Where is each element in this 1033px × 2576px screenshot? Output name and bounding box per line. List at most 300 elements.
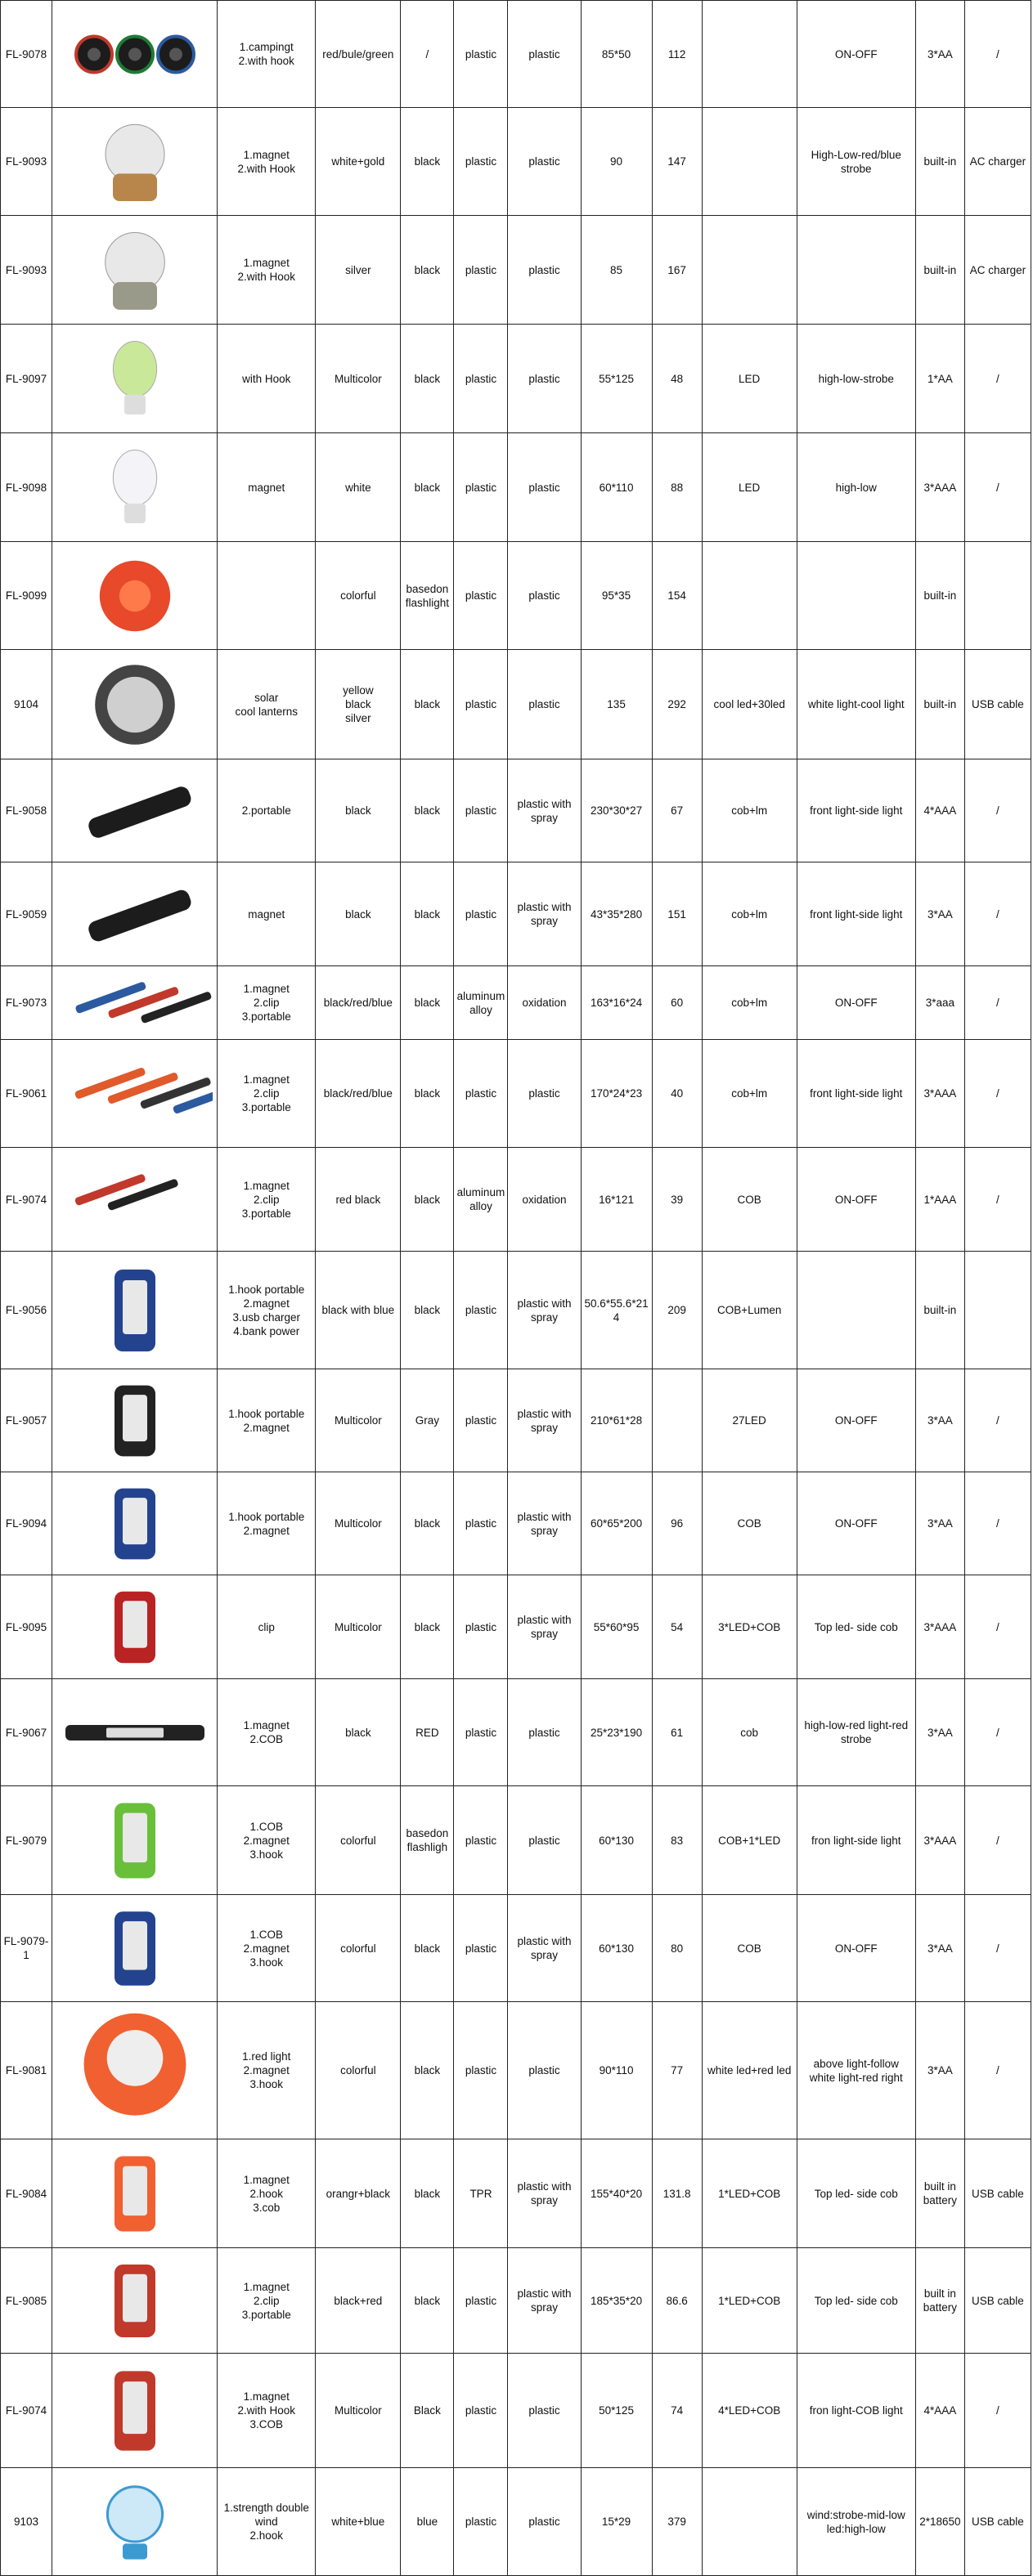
material-cell: aluminum alloy	[454, 966, 508, 1040]
packing-color-cell: Black	[401, 2354, 454, 2468]
model-cell: FL-9093	[1, 216, 52, 325]
battery-cell: built in battery	[915, 2139, 964, 2248]
charger-cell: /	[964, 1148, 1031, 1252]
material-cell: plastic	[454, 325, 508, 433]
material-cell: plastic	[454, 2468, 508, 2576]
color-cell: colorful	[316, 542, 401, 650]
model-cell: FL-9094	[1, 1472, 52, 1575]
color-cell: black/red/blue	[316, 1040, 401, 1148]
model-cell: 9104	[1, 650, 52, 759]
battery-cell: built-in	[915, 216, 964, 325]
light-source-cell: 27LED	[702, 1369, 797, 1472]
finish-cell: plastic with spray	[508, 1369, 581, 1472]
finish-cell: plastic	[508, 325, 581, 433]
finish-cell: plastic	[508, 108, 581, 216]
charger-cell	[964, 542, 1031, 650]
weight-cell: 39	[652, 1148, 702, 1252]
charger-cell: /	[964, 1786, 1031, 1895]
weight-cell: 167	[652, 216, 702, 325]
packing-color-cell: blue	[401, 2468, 454, 2576]
features-cell: magnet	[218, 862, 316, 966]
size-cell: 50.6*55.6*214	[581, 1252, 652, 1369]
two-cob-work-lights-icon	[55, 2359, 214, 2463]
table-row	[1, 1895, 1031, 2002]
battery-cell: 4*AAA	[915, 759, 964, 862]
finish-cell: plastic with spray	[508, 862, 581, 966]
features-cell: 1.magnet 2.clip 3.portable	[218, 966, 316, 1040]
bulb-light-green-icon	[55, 329, 214, 428]
size-cell: 55*125	[581, 325, 652, 433]
material-cell: plastic	[454, 1786, 508, 1895]
weight-cell: 61	[652, 1679, 702, 1786]
weight-cell: 112	[652, 1, 702, 108]
light-source-cell: cob+lm	[702, 966, 797, 1040]
finish-cell: plastic	[508, 2002, 581, 2139]
features-cell: 1.hook portable 2.magnet	[218, 1472, 316, 1575]
weight-cell: 154	[652, 542, 702, 650]
model-cell: FL-9067	[1, 1679, 52, 1786]
three-pen-lights-icon	[55, 971, 214, 1035]
work-light-red-icon	[55, 1580, 214, 1674]
modes-cell: ON-OFF	[797, 1895, 915, 2002]
size-cell: 85*50	[581, 1, 652, 108]
table-row	[1, 1786, 1031, 1895]
features-cell: 1.COB 2.magnet 3.hook	[218, 1895, 316, 2002]
packing-color-cell: basedon flashlight	[401, 542, 454, 650]
product-rows	[1, 1, 1031, 2576]
table-row	[1, 2002, 1031, 2139]
features-cell: 1.magnet 2.clip 3.portable	[218, 1148, 316, 1252]
table-row	[1, 542, 1031, 650]
product-image	[52, 1148, 218, 1252]
light-source-cell: COB+Lumen	[702, 1252, 797, 1369]
packing-color-cell: Gray	[401, 1369, 454, 1472]
material-cell: plastic	[454, 1252, 508, 1369]
features-cell: solar cool lanterns	[218, 650, 316, 759]
packing-color-cell: black	[401, 1252, 454, 1369]
weight-cell: 80	[652, 1895, 702, 2002]
packing-color-cell: black	[401, 2002, 454, 2139]
material-cell: TPR	[454, 2139, 508, 2248]
packing-color-cell: black	[401, 1575, 454, 1679]
material-cell: plastic	[454, 2248, 508, 2354]
solar-cool-lantern-icon	[55, 655, 214, 755]
material-cell: plastic	[454, 542, 508, 650]
light-source-cell	[702, 542, 797, 650]
slim-bar-light-icon	[55, 1684, 214, 1781]
charger-cell: /	[964, 1369, 1031, 1472]
light-source-cell: 4*LED+COB	[702, 2354, 797, 2468]
features-cell: 1.magnet 2.COB	[218, 1679, 316, 1786]
charger-cell: /	[964, 1040, 1031, 1148]
charger-cell: USB cable	[964, 2139, 1031, 2248]
battery-cell: 1*AAA	[915, 1148, 964, 1252]
weight-cell: 54	[652, 1575, 702, 1679]
table-row	[1, 216, 1031, 325]
finish-cell: oxidation	[508, 1148, 581, 1252]
table-row	[1, 2248, 1031, 2354]
globe-lantern-silver-icon	[55, 221, 214, 320]
color-cell: black/red/blue	[316, 966, 401, 1040]
product-image	[52, 1895, 218, 2002]
size-cell: 60*110	[581, 433, 652, 542]
packing-color-cell: black	[401, 1895, 454, 2002]
black-cob-torch-short-icon	[55, 867, 214, 961]
model-cell: FL-9079	[1, 1786, 52, 1895]
size-cell: 25*23*190	[581, 1679, 652, 1786]
packing-color-cell: black	[401, 862, 454, 966]
finish-cell: plastic	[508, 1679, 581, 1786]
packing-color-cell: black	[401, 759, 454, 862]
material-cell: plastic	[454, 862, 508, 966]
packing-color-cell: black	[401, 2248, 454, 2354]
table-row	[1, 1, 1031, 108]
finish-cell: plastic with spray	[508, 2139, 581, 2248]
charger-cell: /	[964, 1679, 1031, 1786]
light-source-cell: 1*LED+COB	[702, 2248, 797, 2354]
weight-cell: 77	[652, 2002, 702, 2139]
weight-cell: 83	[652, 1786, 702, 1895]
charger-cell: /	[964, 966, 1031, 1040]
modes-cell: ON-OFF	[797, 1, 915, 108]
features-cell: 1.magnet 2.clip 3.portable	[218, 1040, 316, 1148]
light-source-cell: cob+lm	[702, 862, 797, 966]
battery-cell: built-in	[915, 1252, 964, 1369]
bulb-light-white-icon	[55, 438, 214, 537]
table-row	[1, 1040, 1031, 1148]
charger-cell: USB cable	[964, 650, 1031, 759]
battery-cell: 3*aaa	[915, 966, 964, 1040]
features-cell	[218, 542, 316, 650]
charger-cell: /	[964, 2002, 1031, 2139]
size-cell: 55*60*95	[581, 1575, 652, 1679]
packing-color-cell: RED	[401, 1679, 454, 1786]
model-cell: FL-9097	[1, 325, 52, 433]
model-cell: FL-9057	[1, 1369, 52, 1472]
material-cell: plastic	[454, 1472, 508, 1575]
features-cell: 1.magnet 2.with Hook	[218, 216, 316, 325]
hook-work-light-blue-icon	[55, 1257, 214, 1364]
material-cell: plastic	[454, 1040, 508, 1148]
product-image	[52, 1472, 218, 1575]
black-cob-torch-icon	[55, 764, 214, 858]
features-cell: 1.strength double wind 2.hook	[218, 2468, 316, 2576]
features-cell: 1.red light 2.magnet 3.hook	[218, 2002, 316, 2139]
modes-cell: ON-OFF	[797, 1369, 915, 1472]
charger-cell: /	[964, 759, 1031, 862]
packing-color-cell: black	[401, 1040, 454, 1148]
modes-cell: high-low-strobe	[797, 325, 915, 433]
orange-hook-light-icon	[55, 2144, 214, 2243]
model-cell: FL-9073	[1, 966, 52, 1040]
battery-cell: 3*AAA	[915, 1575, 964, 1679]
light-source-cell: LED	[702, 433, 797, 542]
four-pen-lights-icon	[55, 1045, 214, 1143]
material-cell: plastic	[454, 1575, 508, 1679]
modes-cell: Top led- side cob	[797, 2248, 915, 2354]
modes-cell: white light-cool light	[797, 650, 915, 759]
weight-cell: 209	[652, 1252, 702, 1369]
weight-cell: 48	[652, 325, 702, 433]
modes-cell: front light-side light	[797, 759, 915, 862]
table-row	[1, 1148, 1031, 1252]
packing-color-cell: black	[401, 2139, 454, 2248]
size-cell: 163*16*24	[581, 966, 652, 1040]
model-cell: FL-9061	[1, 1040, 52, 1148]
modes-cell	[797, 1252, 915, 1369]
material-cell: plastic	[454, 650, 508, 759]
size-cell: 85	[581, 216, 652, 325]
charger-cell: USB cable	[964, 2468, 1031, 2576]
size-cell: 60*65*200	[581, 1472, 652, 1575]
features-cell: 1.magnet 2.with Hook	[218, 108, 316, 216]
battery-cell: 3*AA	[915, 1679, 964, 1786]
light-source-cell: white led+red led	[702, 2002, 797, 2139]
product-image	[52, 2468, 218, 2576]
model-cell: FL-9085	[1, 2248, 52, 2354]
features-cell: clip	[218, 1575, 316, 1679]
modes-cell: Top led- side cob	[797, 2139, 915, 2248]
color-cell: Multicolor	[316, 1369, 401, 1472]
weight-cell: 60	[652, 966, 702, 1040]
table-row	[1, 1252, 1031, 1369]
color-cell: colorful	[316, 2002, 401, 2139]
color-cell: white+blue	[316, 2468, 401, 2576]
light-source-cell: COB	[702, 1895, 797, 2002]
color-cell: black+red	[316, 2248, 401, 2354]
light-source-cell	[702, 2468, 797, 2576]
charger-cell: AC charger	[964, 216, 1031, 325]
finish-cell: plastic	[508, 1786, 581, 1895]
modes-cell	[797, 542, 915, 650]
light-source-cell: cob+lm	[702, 1040, 797, 1148]
charger-cell: /	[964, 862, 1031, 966]
product-image	[52, 966, 218, 1040]
battery-cell: 3*AA	[915, 1472, 964, 1575]
material-cell: plastic	[454, 1679, 508, 1786]
size-cell: 230*30*27	[581, 759, 652, 862]
packing-color-cell: black	[401, 325, 454, 433]
finish-cell: plastic	[508, 1040, 581, 1148]
finish-cell: plastic	[508, 2468, 581, 2576]
weight-cell: 379	[652, 2468, 702, 2576]
model-cell: FL-9079-1	[1, 1895, 52, 2002]
battery-cell: 3*AAA	[915, 433, 964, 542]
light-source-cell	[702, 108, 797, 216]
product-image	[52, 1252, 218, 1369]
features-cell: with Hook	[218, 325, 316, 433]
packing-color-cell: black	[401, 108, 454, 216]
usb-fan-light-icon	[55, 2473, 214, 2571]
modes-cell: high-low	[797, 433, 915, 542]
color-cell: red black	[316, 1148, 401, 1252]
color-cell: red/bule/green	[316, 1, 401, 108]
material-cell: plastic	[454, 2354, 508, 2468]
color-cell: white	[316, 433, 401, 542]
color-cell: colorful	[316, 1786, 401, 1895]
model-cell: 9103	[1, 2468, 52, 2576]
table-row	[1, 2354, 1031, 2468]
finish-cell: oxidation	[508, 966, 581, 1040]
finish-cell: plastic with spray	[508, 1472, 581, 1575]
charger-cell: /	[964, 433, 1031, 542]
modes-cell: front light-side light	[797, 862, 915, 966]
model-cell: FL-9074	[1, 2354, 52, 2468]
globe-lantern-gold-icon	[55, 113, 214, 211]
battery-cell: 4*AAA	[915, 2354, 964, 2468]
finish-cell: plastic with spray	[508, 1252, 581, 1369]
product-image	[52, 1575, 218, 1679]
product-image	[52, 1369, 218, 1472]
light-source-cell	[702, 1, 797, 108]
road-flare-disc-icon	[55, 547, 214, 645]
finish-cell: plastic	[508, 1, 581, 108]
charger-cell: /	[964, 2354, 1031, 2468]
charger-cell: /	[964, 1895, 1031, 2002]
material-cell: plastic	[454, 108, 508, 216]
product-image	[52, 108, 218, 216]
finish-cell: plastic with spray	[508, 759, 581, 862]
product-image	[52, 1040, 218, 1148]
weight-cell: 86.6	[652, 2248, 702, 2354]
size-cell: 210*61*28	[581, 1369, 652, 1472]
size-cell: 135	[581, 650, 652, 759]
finish-cell: plastic with spray	[508, 1895, 581, 2002]
modes-cell	[797, 216, 915, 325]
cob-work-light-blue-icon	[55, 1900, 214, 1997]
charger-cell: /	[964, 1472, 1031, 1575]
light-source-cell: cool led+30led	[702, 650, 797, 759]
model-cell: FL-9078	[1, 1, 52, 108]
material-cell: aluminum alloy	[454, 1148, 508, 1252]
size-cell: 185*35*20	[581, 2248, 652, 2354]
product-image	[52, 325, 218, 433]
modes-cell: Top led- side cob	[797, 1575, 915, 1679]
size-cell: 170*24*23	[581, 1040, 652, 1148]
battery-cell: 3*AA	[915, 1895, 964, 2002]
material-cell: plastic	[454, 433, 508, 542]
battery-cell: built-in	[915, 650, 964, 759]
product-image	[52, 2002, 218, 2139]
modes-cell: ON-OFF	[797, 966, 915, 1040]
finish-cell: plastic	[508, 433, 581, 542]
light-source-cell: COB	[702, 1472, 797, 1575]
model-cell: FL-9058	[1, 759, 52, 862]
table-row	[1, 1679, 1031, 1786]
packing-color-cell: basedon flashligh	[401, 1786, 454, 1895]
material-cell: plastic	[454, 1, 508, 108]
model-cell: FL-9056	[1, 1252, 52, 1369]
features-cell: 1.magnet 2.clip 3.portable	[218, 2248, 316, 2354]
battery-cell: built in battery	[915, 2248, 964, 2354]
charger-cell: USB cable	[964, 2248, 1031, 2354]
product-image	[52, 2354, 218, 2468]
table-row	[1, 862, 1031, 966]
size-cell: 60*130	[581, 1895, 652, 2002]
color-cell: Multicolor	[316, 1575, 401, 1679]
material-cell: plastic	[454, 759, 508, 862]
product-image	[52, 1, 218, 108]
battery-cell: 3*AAA	[915, 1040, 964, 1148]
finish-cell: plastic	[508, 650, 581, 759]
weight-cell: 292	[652, 650, 702, 759]
table-row	[1, 1369, 1031, 1472]
charger-cell	[964, 1252, 1031, 1369]
table-row	[1, 325, 1031, 433]
four-work-lights-icon	[55, 1374, 214, 1467]
table-row	[1, 759, 1031, 862]
finish-cell: plastic	[508, 542, 581, 650]
color-cell: Multicolor	[316, 325, 401, 433]
color-cell: black	[316, 1679, 401, 1786]
light-source-cell: COB+1*LED	[702, 1786, 797, 1895]
light-source-cell	[702, 216, 797, 325]
work-light-blue-icon	[55, 1477, 214, 1570]
weight-cell: 151	[652, 862, 702, 966]
light-source-cell: cob+lm	[702, 759, 797, 862]
material-cell: plastic	[454, 1369, 508, 1472]
product-image	[52, 2248, 218, 2354]
product-image	[52, 433, 218, 542]
features-cell: 1.magnet 2.hook 3.cob	[218, 2139, 316, 2248]
size-cell: 43*35*280	[581, 862, 652, 966]
color-cell: black	[316, 862, 401, 966]
two-pen-lights-icon	[55, 1153, 214, 1247]
three-cob-lights-icon	[55, 1791, 214, 1890]
modes-cell: fron light-side light	[797, 1786, 915, 1895]
features-cell: 1.COB 2.magnet 3.hook	[218, 1786, 316, 1895]
color-cell: orangr+black	[316, 2139, 401, 2248]
battery-cell: 3*AA	[915, 862, 964, 966]
color-cell: Multicolor	[316, 1472, 401, 1575]
finish-cell: plastic	[508, 2354, 581, 2468]
size-cell: 60*130	[581, 1786, 652, 1895]
packing-color-cell: black	[401, 433, 454, 542]
color-cell: colorful	[316, 1895, 401, 2002]
product-image	[52, 650, 218, 759]
weight-cell: 131.8	[652, 2139, 702, 2248]
color-cell: black with blue	[316, 1252, 401, 1369]
modes-cell: ON-OFF	[797, 1472, 915, 1575]
battery-cell: 3*AA	[915, 1369, 964, 1472]
features-cell: 1.hook portable 2.magnet 3.usb charger 4.bank power	[218, 1252, 316, 1369]
light-source-cell: 1*LED+COB	[702, 2139, 797, 2248]
features-cell: 1.hook portable 2.magnet	[218, 1369, 316, 1472]
model-cell: FL-9098	[1, 433, 52, 542]
weight-cell	[652, 1369, 702, 1472]
three-round-camping-lights-icon	[55, 6, 214, 103]
product-image	[52, 542, 218, 650]
battery-cell: 3*AA	[915, 2002, 964, 2139]
weight-cell: 67	[652, 759, 702, 862]
weight-cell: 147	[652, 108, 702, 216]
finish-cell: plastic	[508, 216, 581, 325]
features-cell: 1.magnet 2.with Hook 3.COB	[218, 2354, 316, 2468]
table-row	[1, 2468, 1031, 2576]
color-cell: Multicolor	[316, 2354, 401, 2468]
battery-cell: built-in	[915, 542, 964, 650]
model-cell: FL-9099	[1, 542, 52, 650]
table-row	[1, 1472, 1031, 1575]
color-cell: silver	[316, 216, 401, 325]
modes-cell: ON-OFF	[797, 1148, 915, 1252]
size-cell: 155*40*20	[581, 2139, 652, 2248]
weight-cell: 40	[652, 1040, 702, 1148]
table-row	[1, 1575, 1031, 1679]
modes-cell: front light-side light	[797, 1040, 915, 1148]
finish-cell: plastic with spray	[508, 2248, 581, 2354]
product-image	[52, 759, 218, 862]
